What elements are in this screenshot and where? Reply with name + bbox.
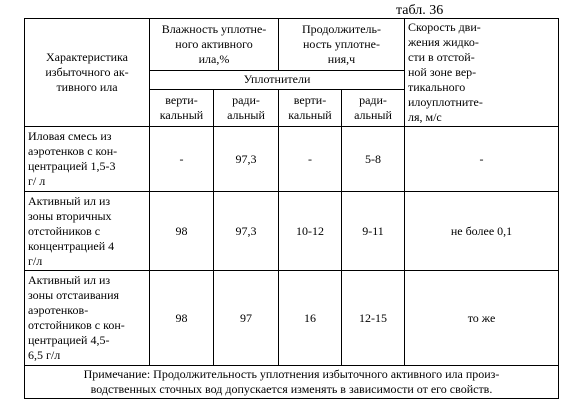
header-characteristic: Характеристика избыточного ак- тивного ила — [25, 19, 150, 127]
cell-speed: не более 0,1 — [405, 192, 559, 271]
cell-humidity-radial: 97 — [214, 271, 279, 366]
cell-duration-vertical: - — [279, 127, 342, 192]
cell-speed: - — [405, 127, 559, 192]
header-duration-vertical: верти- кальный — [279, 90, 342, 127]
cell-humidity-vertical: 98 — [150, 271, 214, 366]
header-thickeners: Уплотнители — [150, 70, 405, 89]
header-humidity-vertical: верти- кальный — [150, 90, 214, 127]
cell-humidity-vertical: 98 — [150, 192, 214, 271]
table-row — [25, 127, 559, 192]
note-row — [25, 366, 559, 399]
table-row — [25, 192, 559, 271]
header-duration-radial: ради- альный — [342, 90, 405, 127]
row-label: Активный ил из зоны отстаивания аэротенков- отстойников с кон- центрацией 4,5- 6,5 г/л — [25, 271, 150, 366]
cell-duration-vertical: 16 — [279, 271, 342, 366]
thickening-table — [24, 18, 559, 399]
cell-duration-radial: 12-15 — [342, 271, 405, 366]
header-duration: Продолжитель- ность уплотне- ния,ч — [279, 19, 405, 71]
cell-duration-vertical: 10-12 — [279, 192, 342, 271]
cell-duration-radial: 5-8 — [342, 127, 405, 192]
cell-duration-radial: 9-11 — [342, 192, 405, 271]
cell-humidity-radial: 97,3 — [214, 127, 279, 192]
table-row — [25, 271, 559, 366]
header-humidity: Влажность уплотне- ного активного ила,% — [150, 19, 279, 71]
table-number-label: табл. 36 — [396, 3, 444, 18]
cell-speed: то же — [405, 271, 559, 366]
header-row-1 — [25, 19, 559, 71]
header-speed: Скорость дви- жения жидко- сти в отстой- ной зоне вер- тикального илоуплотните- ля, м/с — [405, 19, 559, 127]
cell-humidity-radial: 97,3 — [214, 192, 279, 271]
cell-humidity-vertical: - — [150, 127, 214, 192]
table-note: Примечание: Продолжительность уплотнения избыточного активного ила произ- водственных сточных вод допускается изменять в зависимости от его свойств. — [25, 366, 559, 399]
row-label: Иловая смесь из аэротенков с кон- центрацией 1,5-3 г/ л — [25, 127, 150, 192]
row-label: Активный ил из зоны вторичных отстойников с концентрацией 4 г/л — [25, 192, 150, 271]
header-humidity-radial: ради- альный — [214, 90, 279, 127]
